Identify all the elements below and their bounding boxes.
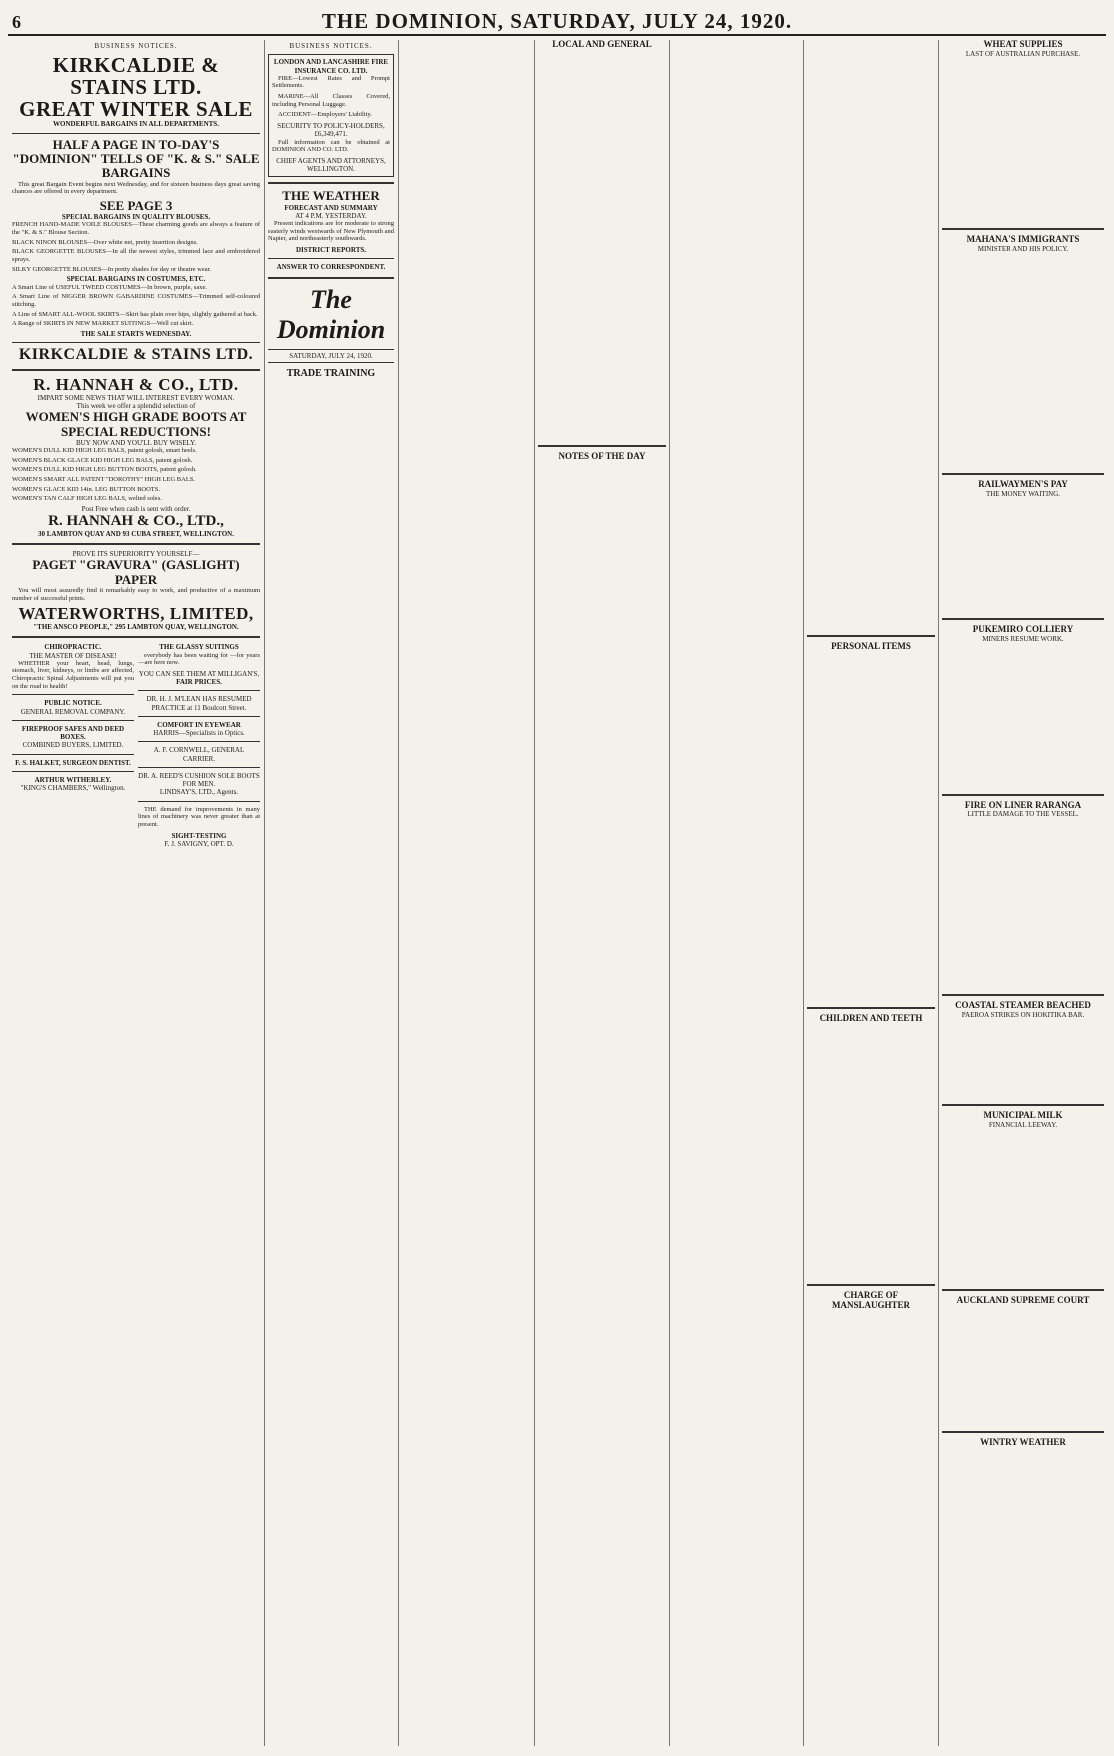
ad-headline: GREAT WINTER SALE	[19, 97, 253, 122]
ad-subhead: FAIR PRICES.	[176, 678, 222, 687]
dateline: SATURDAY, JULY 24, 1920.	[268, 349, 394, 363]
ad-headline: PAGET "GRAVURA" (GASLIGHT) PAPER	[32, 557, 240, 587]
ad-item: A Range of SKIRTS IN NEW MARKET SUITINGS—Well cut skirt.	[12, 320, 194, 328]
ad-body: You will most assuredly find it remarkably easy to work, and productive of a maximum number of successful prints.	[12, 586, 260, 602]
section-label: BUSINESS NOTICES.	[94, 42, 178, 50]
article-headline: TRADE TRAINING	[286, 368, 376, 380]
ad-body: HARRIS—Specialists in Optics.	[153, 729, 245, 738]
page-title: THE DOMINION, SATURDAY, JULY 24, 1920.	[321, 9, 793, 33]
masthead	[8, 6, 1106, 36]
article-headline: COASTAL STEAMER BEACHED	[955, 999, 1091, 1010]
ad-body: COMBINED BUYERS, LIMITED.	[22, 741, 124, 750]
article-subhead: FORECAST AND SUMMARY	[284, 203, 378, 212]
ad-headline: WATERWORTHS, LIMITED,	[18, 604, 254, 624]
article-headline: MUNICIPAL MILK	[983, 1109, 1063, 1120]
ad-body: A. F. CORNWELL, GENERAL CARRIER.	[153, 746, 245, 763]
ad-subhead: This week we offer a splendid selection of	[76, 402, 196, 410]
ad-subhead: FIREPROOF SAFES AND DEED BOXES.	[21, 724, 125, 742]
ad-body: This great Bargain Event begins next Wednesday, and for sixteen business days great saving chances are offered in every department.	[12, 180, 260, 196]
ad-body: THE demand for improvements in many lines of machinery was never greater than at present.	[138, 805, 260, 828]
ad-body: YOU CAN SEE THEM AT MILLIGAN'S,	[138, 669, 260, 678]
ad-item: WOMEN'S TAN CALF HIGH LEG BALS, welted soles.	[12, 495, 162, 503]
column-insurance-weather	[268, 40, 394, 1748]
ad-item: A Smart Line of USEFUL TWEED COSTUMES—In brown, purple, saxe.	[12, 283, 207, 291]
article-headline: WINTRY WEATHER	[980, 1436, 1066, 1447]
ad-item: BLACK NINON BLOUSES—Over white net, pretty insertion designs.	[12, 238, 198, 246]
ad-item: BLACK GEORGETTE BLOUSES—In all the newest styles, trimmed lace and embroidered sprays.	[12, 248, 260, 264]
ad-item: WOMEN'S SMART ALL PATENT "DOROTHY" HIGH LEG BALS.	[12, 476, 196, 484]
ad-body: "KING'S CHAMBERS," Wellington.	[20, 784, 126, 793]
column-local-general	[538, 40, 666, 1748]
article-subhead: PAEROA STRIKES ON HOKITIKA BAR.	[961, 1010, 1085, 1019]
ad-item: A Smart Line of NIGGER BROWN GABARDINE COSTUMES—Trimmed self-coloured stitching.	[12, 293, 260, 308]
ad-body: DR. A. REED'S CUSHION SOLE BOOTS FOR MEN.	[138, 771, 260, 789]
column-advertisements	[12, 40, 260, 1748]
ad-body: FIRE—Lowest Rates and Prompt Settlements.	[272, 74, 390, 90]
ad-body: WHETHER your heart, head, lungs, stomach, liver, kidneys, or limbs are affected, Chiropractic Spinal Adjustments will put you on the road to health!	[12, 659, 134, 690]
column-editorial	[402, 40, 530, 1748]
article-headline: WHEAT SUPPLIES	[983, 40, 1063, 49]
ad-headline: KIRKCALDIE & STAINS LTD.	[18, 346, 254, 364]
ad-item: FRENCH HAND-MADE VOILE BLOUSES—These charming goods are always a feature of the "K. & S." Blouse Section.	[12, 221, 260, 237]
article-subhead: AT 4 P.M. YESTERDAY.	[295, 211, 367, 220]
ad-body: CHIEF AGENTS AND ATTORNEYS, WELLINGTON.	[276, 156, 386, 174]
article-subhead: MINISTER AND HIS POLICY.	[977, 245, 1069, 254]
article-headline: CHARGE OF MANSLAUGHTER	[831, 1289, 910, 1310]
ad-subhead: PUBLIC NOTICE.	[44, 699, 102, 708]
ad-item: WOMEN'S BLACK GLACE KID HIGH LEG BALS, patent golosh.	[12, 456, 193, 464]
article-subhead: FINANCIAL LEEWAY.	[988, 1120, 1058, 1129]
section-label: BUSINESS NOTICES.	[289, 42, 373, 50]
article-subhead: MINERS RESUME WORK.	[982, 635, 1064, 644]
ad-headline: KIRKCALDIE & STAINS LTD.	[52, 53, 220, 100]
ad-subhead: ARTHUR WITHERLEY.	[34, 775, 112, 784]
ad-subhead: THE SALE STARTS WEDNESDAY.	[80, 329, 192, 338]
article-headline: PERSONAL ITEMS	[831, 641, 911, 651]
ad-subhead: COMFORT IN EYEWEAR	[157, 720, 241, 729]
ad-body: Full information can be obtained at DOMINION AND CO. LTD.	[272, 138, 390, 154]
ad-item: WOMEN'S DULL KID HIGH LEG BALS, patent golosh, smart heels.	[12, 447, 197, 455]
article-subhead: THE MONEY WAITING.	[985, 490, 1061, 499]
column-telegraph	[942, 40, 1104, 1748]
ad-subhead: THE MASTER OF DISEASE!	[29, 651, 117, 660]
article-headline: RAILWAYMEN'S PAY	[978, 479, 1068, 490]
ad-item: SILKY GEORGETTE BLOUSES—In pretty shades for day or theatre wear.	[12, 265, 212, 273]
article-headline: THE WEATHER	[282, 188, 380, 204]
ad-body: LINDSAY'S, LTD., Agents.	[159, 788, 239, 797]
ad-body: everybody has been waiting for —for years—are here now.	[138, 651, 260, 667]
ad-body: ACCIDENT—Employers' Liability.	[278, 111, 372, 119]
ad-subhead: SEE PAGE 3	[99, 197, 173, 213]
ad-note: Post Free when cash is sent with order.	[81, 505, 191, 514]
article-body: Present indications are for moderate to strong easterly winds westwards of New Plymouth and Napier, and northeasterly southwards.	[268, 220, 394, 243]
ad-subhead: WONDERFUL BARGAINS IN ALL DEPARTMENTS.	[53, 120, 219, 129]
ad-subhead: SPECIAL BARGAINS IN QUALITY BLOUSES.	[61, 213, 211, 222]
ad-subhead: BUY NOW AND YOU'LL BUY WISELY.	[75, 438, 197, 447]
ad-item: WOMEN'S DULL KID HIGH LEG BUTTON BOOTS, patent golosh.	[12, 466, 197, 474]
ad-headline: LONDON AND LANCASHIRE FIRE INSURANCE CO. LTD.	[273, 58, 389, 75]
ad-subhead: F. S. HALKET, SURGEON DENTIST.	[15, 758, 131, 767]
ad-address: 30 LAMBTON QUAY AND 93 CUBA STREET, WELLINGTON.	[38, 529, 234, 538]
page-number: 6	[12, 12, 21, 32]
article-headline: MAHANA'S IMMIGRANTS	[966, 234, 1080, 245]
ad-subhead: CHIROPRACTIC.	[44, 643, 102, 652]
ad-subhead: SIGHT-TESTING	[171, 831, 227, 840]
ad-address: "THE ANSCO PEOPLE," 295 LAMBTON QUAY, WELLINGTON.	[33, 623, 239, 632]
ad-body: SECURITY TO POLICY-HOLDERS, £6,349,471.	[277, 122, 385, 139]
ad-subhead: THE GLASSY SUITINGS	[159, 643, 239, 652]
ad-body: DR. H. J. M'LEAN HAS RESUMED PRACTICE at 11 Boulcott Street.	[146, 695, 252, 712]
column-news	[673, 40, 800, 1748]
ad-item: A Line of SMART ALL-WOOL SKIRTS—Skirt has plain over hips, slightly gathered at back.	[12, 310, 258, 318]
ad-body: F. J. SAVIGNY, OPT. D.	[164, 839, 234, 848]
article-subhead: DISTRICT REPORTS.	[295, 246, 367, 255]
article-headline: AUCKLAND SUPREME COURT	[956, 1294, 1090, 1305]
article-headline: PUKEMIRO COLLIERY	[972, 624, 1074, 635]
ad-headline: R. HANNAH & CO., LTD.	[33, 374, 239, 394]
ad-subhead: SPECIAL BARGAINS IN COSTUMES, ETC.	[66, 275, 206, 284]
column-personal	[807, 40, 935, 1748]
article-headline: FIRE ON LINER RARANGA	[964, 799, 1082, 810]
ad-subhead: PROVE ITS SUPERIORITY YOURSELF—	[72, 550, 200, 559]
ad-body: GENERAL REMOVAL COMPANY.	[20, 707, 126, 716]
article-subhead: LAST OF AUSTRALIAN PURCHASE.	[965, 49, 1081, 58]
article-headline: LOCAL AND GENERAL	[552, 40, 652, 49]
ad-subhead: WOMEN'S HIGH GRADE BOOTS AT SPECIAL REDUCTIONS!	[25, 409, 247, 439]
ad-subhead: IMPART SOME NEWS THAT WILL INTEREST EVERY WOMAN.	[37, 393, 235, 402]
ad-headline: R. HANNAH & CO., LTD.,	[48, 513, 224, 530]
article-headline: NOTES OF THE DAY	[558, 450, 646, 461]
ad-subhead: HALF A PAGE IN TO-DAY'S "DOMINION" TELLS OF "K. & S." SALE BARGAINS	[12, 136, 260, 181]
article-subhead: ANSWER TO CORRESPONDENT.	[276, 263, 386, 272]
article-headline: CHILDREN AND TEETH	[819, 1012, 923, 1023]
article-subhead: LITTLE DAMAGE TO THE VESSEL.	[967, 810, 1079, 819]
newspaper-masthead: The Dominion	[276, 284, 386, 345]
ad-item: WOMEN'S GLACE KID 14in. LEG BUTTON BOOTS.	[12, 485, 161, 493]
ad-body: MARINE—All Classes Covered, including Personal Luggage.	[272, 93, 390, 108]
